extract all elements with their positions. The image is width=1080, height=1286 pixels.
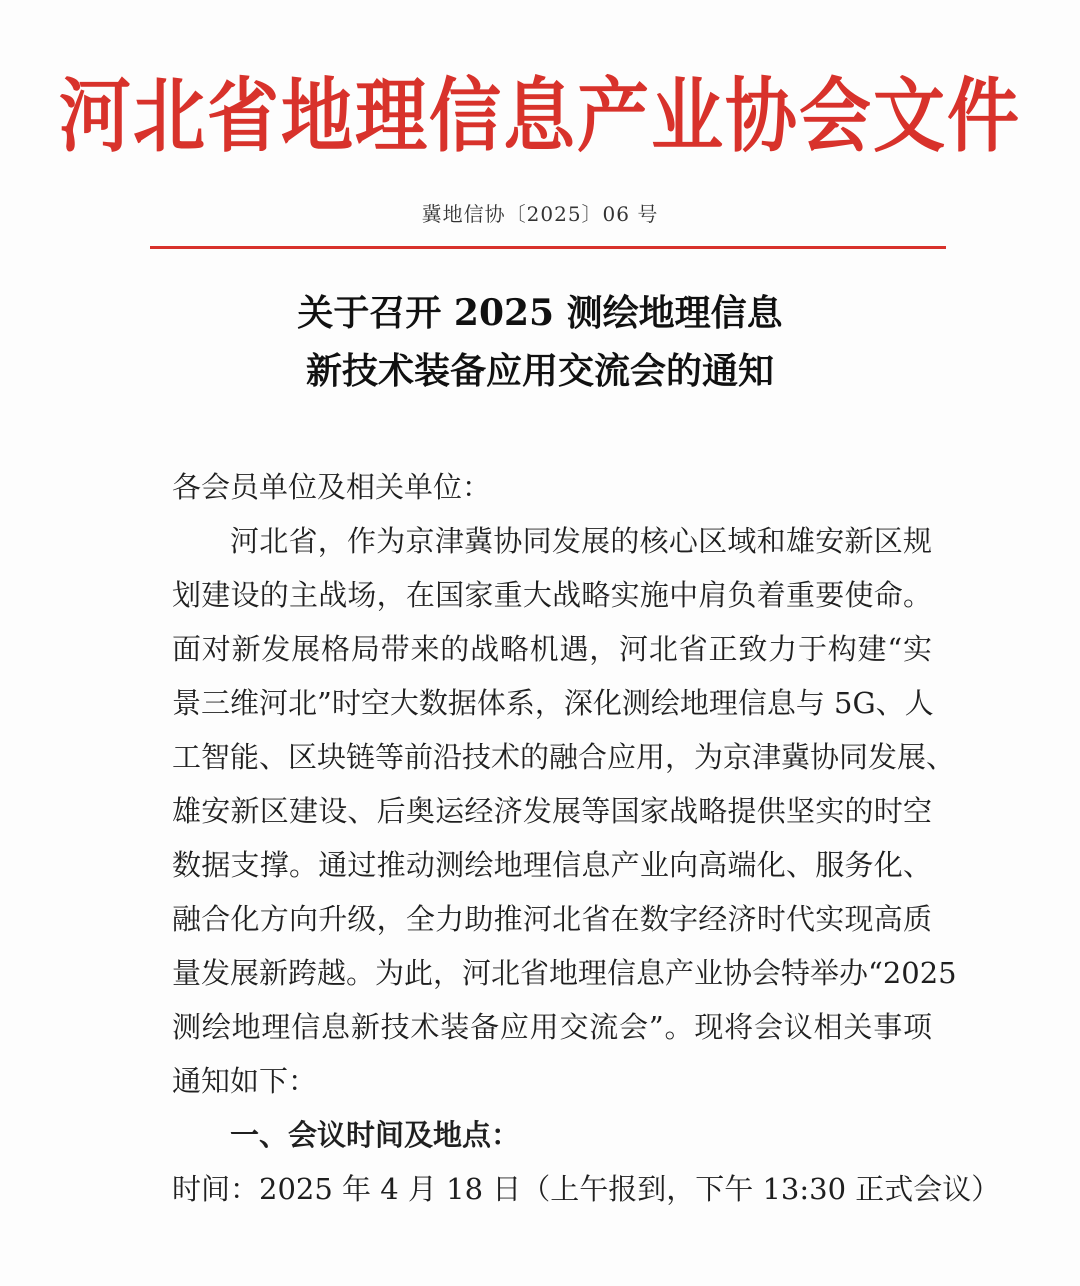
paragraph-line: 工智能、区块链等前沿技术的融合应用，为京津冀协同发展、	[172, 740, 956, 774]
issuer-title: 河北省地理信息产业协会文件	[58, 67, 1021, 163]
paragraph-line: 测绘地理信息新技术装备应用交流会”。现将会议相关事项	[172, 1010, 932, 1044]
document-number: 冀地信协〔2025〕06 号	[421, 202, 659, 226]
notice-subject	[0, 284, 1080, 400]
paragraph-line: 面对新发展格局带来的战略机遇，河北省正致力于构建“实	[172, 632, 932, 666]
meeting-time: 时间：2025 年 4 月 18 日（上午报到，下午 13:30 正式会议）	[172, 1172, 1001, 1206]
paragraph-line: 河北省，作为京津冀协同发展的核心区域和雄安新区规	[230, 524, 932, 558]
salutation: 各会员单位及相关单位：	[172, 470, 492, 504]
subject-line-1: 关于召开 2025 测绘地理信息	[297, 292, 783, 334]
paragraph-line: 景三维河北”时空大数据体系，深化测绘地理信息与 5G、人	[172, 686, 934, 720]
section-heading: 一、会议时间及地点：	[230, 1118, 521, 1152]
paragraph-line: 融合化方向升级，全力助推河北省在数字经济时代实现高质	[172, 902, 932, 936]
subject-line-2: 新技术装备应用交流会的通知	[305, 350, 774, 392]
paragraph-line: 雄安新区建设、后奥运经济发展等国家战略提供坚实的时空	[172, 794, 932, 828]
paragraph-line: 数据支撑。通过推动测绘地理信息产业向高端化、服务化、	[172, 848, 932, 882]
notice-body	[172, 460, 1001, 1216]
paragraph-line: 通知如下：	[172, 1064, 318, 1098]
paragraph-line: 量发展新跨越。为此，河北省地理信息产业协会特举办“2025	[172, 956, 957, 990]
paragraph-line: 划建设的主战场，在国家重大战略实施中肩负着重要使命。	[172, 578, 932, 612]
red-divider-line	[150, 246, 946, 249]
